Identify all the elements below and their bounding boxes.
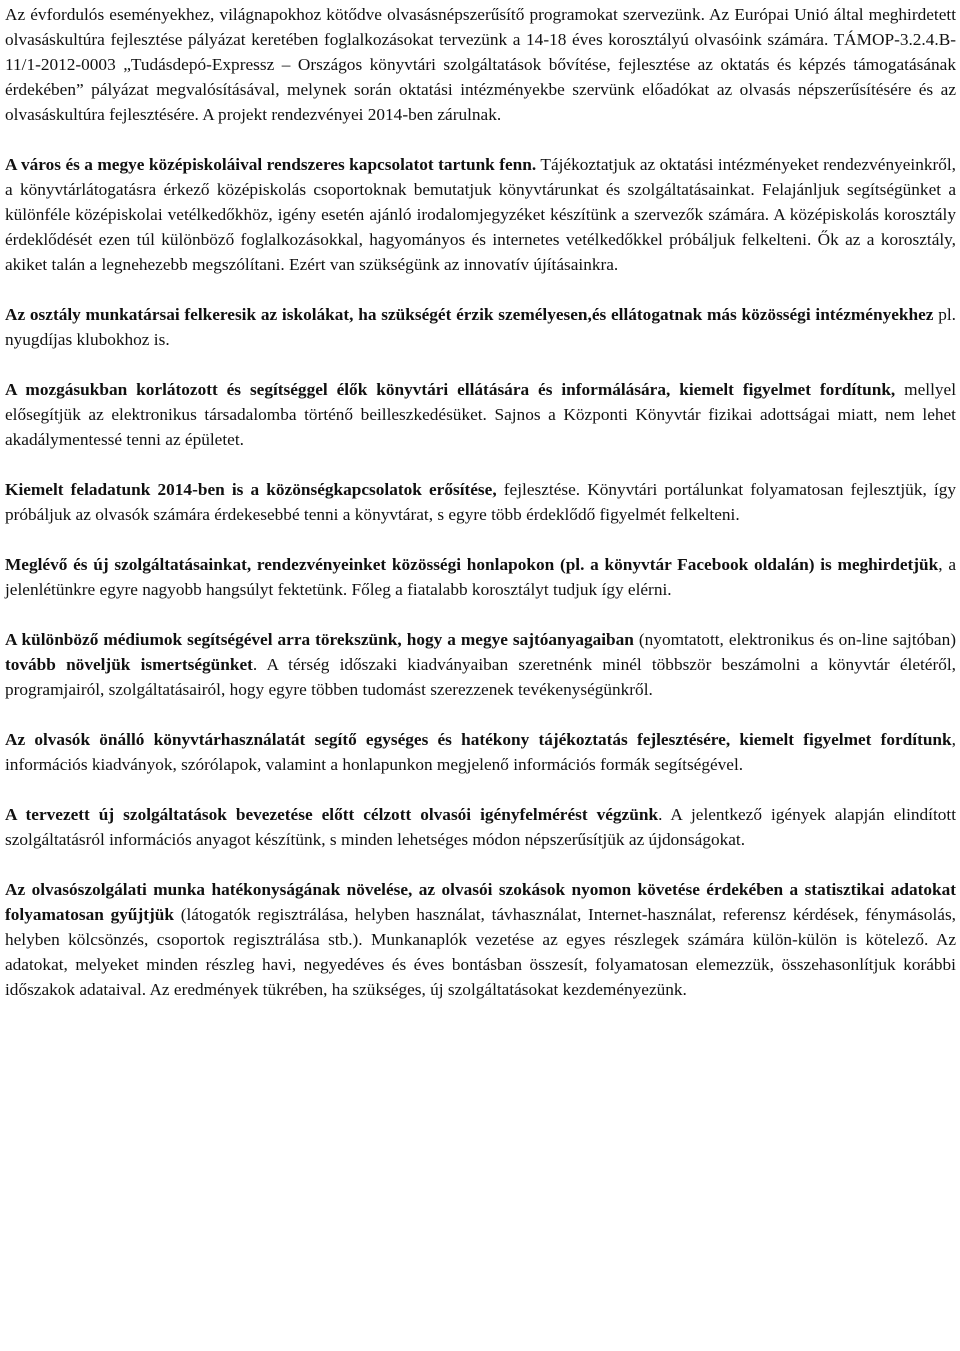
paragraph-text: , információs kiadványok, szórólapok, valamint a honlapunkon megjelenő információs formák segítségével. xyxy=(5,730,956,774)
paragraph-inline-bold: tovább növeljük ismertségünket xyxy=(5,655,253,674)
paragraph-lead-bold: Kiemelt feladatunk 2014-ben is a közönségkapcsolatok erősítése, xyxy=(5,480,497,499)
paragraph-lead-bold: Az olvasószolgálati munka hatékonyságának növelése, az olvasói szokások nyomon követése érdekében a statisztikai adatokat folyamatosan gyűjtjük xyxy=(5,880,956,924)
paragraph-lead-bold: A város és a megye középiskoláival rendszeres kapcsolatot tartunk fenn. xyxy=(5,155,537,174)
paragraph-text: Tájékoztatjuk az oktatási intézményeket rendezvényeinkről, a könyvtárlátogatásra érkező középiskolás csoportoknak bemutatjuk könyvtárunkat és szolgáltatásainkat. Felajánljuk segítségünket a különféle középiskolai vetélkedőkhöz, igény esetén ajánló irodalomjegyzéket készítünk a szervezők számára. A középiskolás korosztály érdeklődését ezen túl különböző foglalkozásokkal, hagyományos és internetes vetélkedőkkel próbáljuk felkelteni. Ők az a korosztály, akiket talán a legnehezebb megszólítani. Ezért van szükségünk az innovatív újításainkra. xyxy=(5,155,956,274)
paragraph-text: Az évfordulós eseményekhez, világnapokhoz kötődve olvasásnépszerűsítő programokat szervezünk. Az Európai Unió által meghirdetett olvasáskultúra fejlesztése pályázat keretében foglalkozásokat tervezünk a 14-18 éves korosztályú olvasóink számára. TÁMOP-3.2.4.B-11/1-2012-0003 „Tudásdepó-Expressz – Országos könyvtári szolgáltatások bővítése, fejlesztése az oktatás és képzés támogatásának érdekében” pályázat megvalósításával, melynek során oktatási intézményekbe szervünk előadókat az olvasás népszerűsítésére és az olvasáskultúra fejlesztésére. A projekt rendezvényei 2014-ben zárulnak. xyxy=(5,5,956,124)
paragraph-secondary-schools xyxy=(5,152,956,277)
paragraph-lead-bold: Az olvasók önálló könyvtárhasználatát segítő egységes és hatékony tájékoztatás fejlesztésére, kiemelt figyelmet fordítunk xyxy=(5,730,952,749)
paragraph-text: (látogatók regisztrálása, helyben használat, távhasználat, Internet-használat, referensz kérdések, fénymásolás, helyben kölcsönzés, csoportok regisztrálása stb.). Munkanaplók vezetése az egyes részlegek számára külön-külön is kötelező. Az adatokat, melyeket minden részleg havi, negyedéves és éves bontásban összesít, folyamatosan elemezzük, összehasonlítjuk korábbi időszakok adataival. Az eredmények tükrében, ha szükséges, új szolgáltatásokat kezdeményezünk. xyxy=(5,905,956,999)
paragraph-lead-bold: A mozgásukban korlátozott és segítséggel élők könyvtári ellátására és informálására, kiemelt figyelmet fordítunk, xyxy=(5,380,896,399)
paragraph-media xyxy=(5,627,956,702)
paragraph-statistics xyxy=(5,877,956,1002)
paragraph-text: . A térség időszaki kiadványaiban szeretnénk minél többször beszámolni a könyvtár életéről, programjairól, szolgáltatásairól, hogy egyre többen tudomást szerezzenek tevékenységünkről. xyxy=(5,655,956,699)
paragraph-text: , a jelenlétünkre egyre nagyobb hangsúlyt fektetünk. Főleg a fiatalabb korosztályt tudjuk így elérni. xyxy=(5,555,957,599)
paragraph-social-media xyxy=(5,552,956,602)
paragraph-lead-bold: A tervezett új szolgáltatások bevezetése előtt célzott olvasói igényfelmérést végzünk xyxy=(5,805,659,824)
paragraph-community-visits xyxy=(5,302,956,352)
paragraph-lead-bold: A különböző médiumok segítségével arra törekszünk, hogy a megye sajtóanyagaiban xyxy=(5,630,634,649)
paragraph-programs xyxy=(5,2,956,127)
paragraph-information-services xyxy=(5,727,956,777)
paragraph-text: mellyel elősegítjük az elektronikus társadalomba történő beilleszkedésüket. Sajnos a Központi Könyvtár fizikai adottságai miatt, nem lehet akadálymentessé tenni az épületet. xyxy=(5,380,957,449)
paragraph-lead-bold: Meglévő és új szolgáltatásainkat, rendezvényeinket közösségi honlapokon (pl. a könyvtár Facebook oldalán) is meghirdetjük xyxy=(5,555,939,574)
paragraph-text: . A jelentkező igények alapján elindított szolgáltatásról információs anyagot készítünk, s minden lehetséges módon népszerűsítjük az újdonságokat. xyxy=(5,805,956,849)
paragraph-needs-assessment xyxy=(5,802,956,852)
paragraph-text: fejlesztése. Könyvtári portálunkat folyamatosan fejlesztjük, így próbáljuk az olvasók számára érdekesebbé tenni a könyvtárat, s egyre több érdeklődő figyelmét felkelteni. xyxy=(5,480,957,524)
paragraph-public-relations xyxy=(5,477,956,527)
paragraph-lead-bold: Az osztály munkatársai felkeresik az iskolákat, ha szükségét érzik személyesen,és ellátogatnak más közösségi intézményekhez xyxy=(5,305,934,324)
paragraph-accessibility xyxy=(5,377,956,452)
paragraph-text: (nyomtatott, elektronikus és on-line sajtóban) xyxy=(633,630,956,649)
paragraph-text: pl. nyugdíjas klubokhoz is. xyxy=(5,305,956,349)
